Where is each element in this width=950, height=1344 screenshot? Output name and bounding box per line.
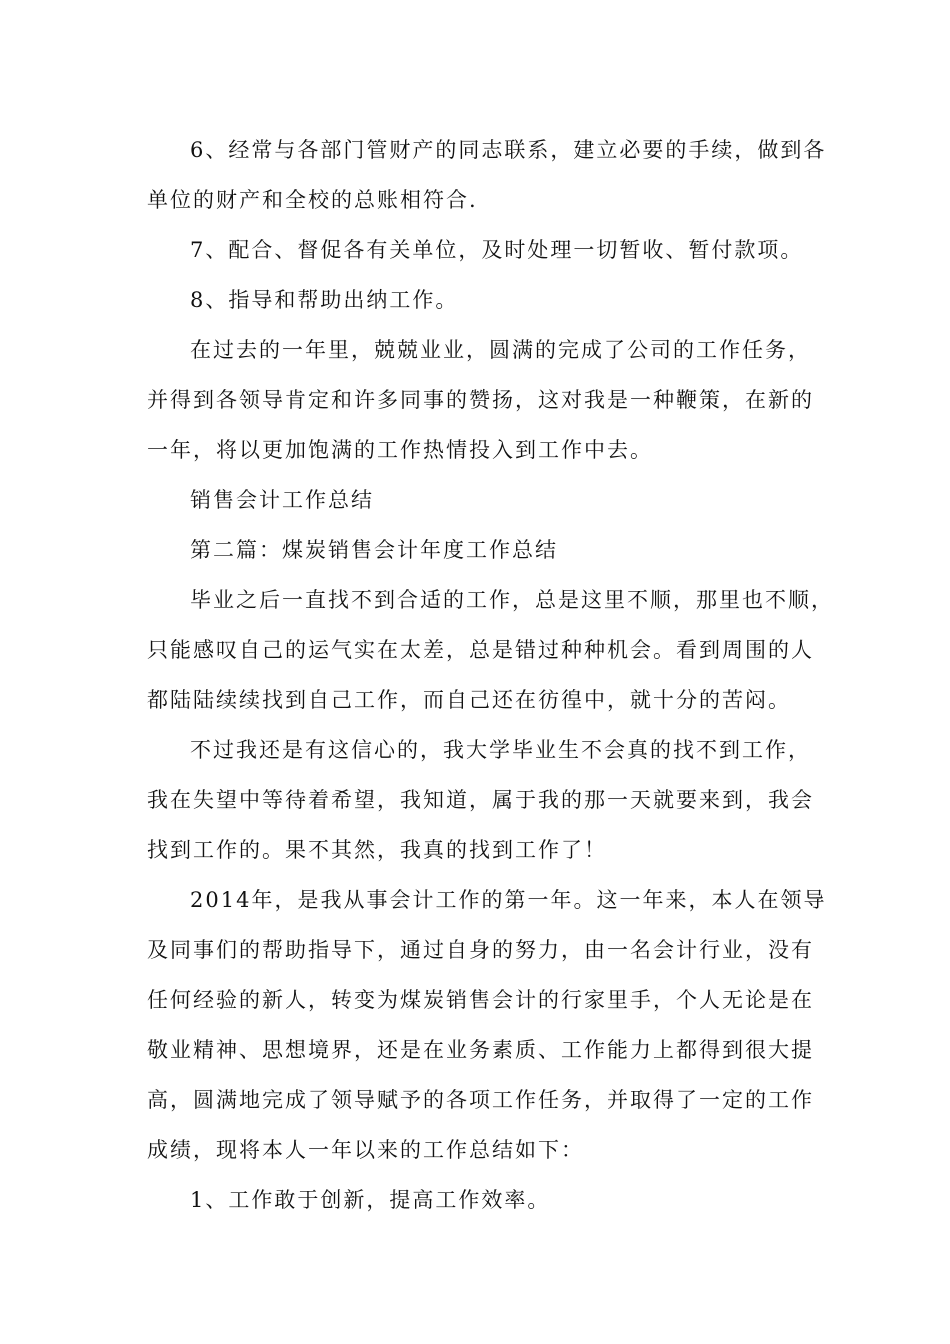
text-line: 不过我还是有这信心的，我大学毕业生不会真的找不到工作， [190,738,811,762]
text-line: 敬业精神、思想境界，还是在业务素质、工作能力上都得到很大提 [147,1038,814,1062]
text-line: 7、配合、督促各有关单位，及时处理一切暂收、暂付款项。 [190,238,804,262]
text-line: 8、指导和帮助出纳工作。 [190,288,459,312]
text-line: 任何经验的新人，转变为煤炭销售会计的行家里手，个人无论是在 [147,988,814,1012]
text-line: 及同事们的帮助指导下，通过自身的努力，由一名会计行业，没有 [147,938,814,962]
text-line: 高，圆满地完成了领导赋予的各项工作任务，并取得了一定的工作 [147,1088,814,1112]
text-line: 都陆陆续续找到自己工作，而自己还在彷徨中，就十分的苦闷。 [147,688,791,712]
text-line: 6、经常与各部门管财产的同志联系，建立必要的手续，做到各 [190,138,827,162]
text-line: 并得到各领导肯定和许多同事的赞扬，这对我是一种鞭策，在新的 [147,388,814,412]
text-line: 在过去的一年里，兢兢业业，圆满的完成了公司的工作任务， [190,338,811,362]
text-line: 只能感叹自己的运气实在太差，总是错过种种机会。看到周围的人 [147,638,814,662]
text-line: 单位的财产和全校的总账相符合. [147,188,478,212]
section-heading: 第二篇：煤炭销售会计年度工作总结 [190,538,558,562]
text-line: 找到工作的。果不其然，我真的找到工作了！ [147,838,607,862]
text-line: 1、工作敢于创新，提高工作效率。 [190,1188,551,1212]
text-line: 成绩，现将本人一年以来的工作总结如下： [147,1138,584,1162]
text-line: 2014年，是我从事会计工作的第一年。这一年来，本人在领导 [190,888,827,912]
text-line: 一年，将以更加饱满的工作热情投入到工作中去。 [147,438,653,462]
section-heading: 销售会计工作总结 [190,488,374,512]
text-line: 我在失望中等待着希望，我知道，属于我的那一天就要来到，我会 [147,788,814,812]
text-line: 毕业之后一直找不到合适的工作，总是这里不顺，那里也不顺， [190,588,834,612]
